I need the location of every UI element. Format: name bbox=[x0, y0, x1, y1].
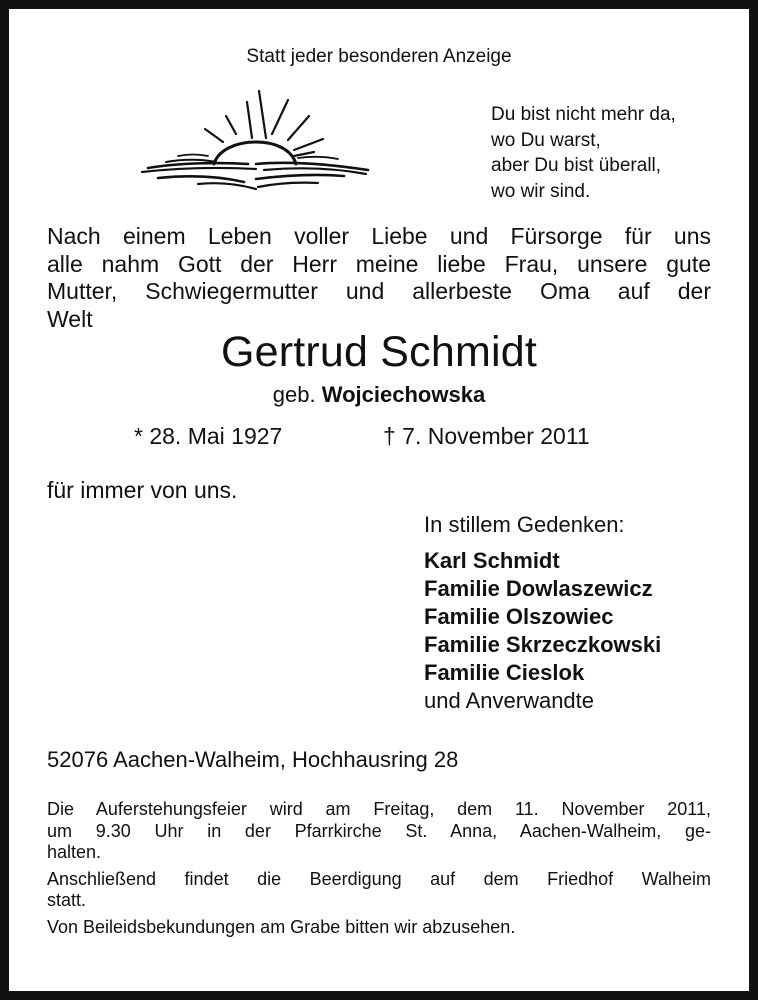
mourners-heading: In stillem Gedenken: bbox=[424, 512, 625, 537]
mourner-name: Familie Skrzeczkowski bbox=[424, 632, 662, 657]
details-line: Die Auferstehungsfeier wird am Freitag, dem 11. November 2011, bbox=[47, 799, 711, 819]
details-line: halten. bbox=[47, 842, 102, 862]
poem bbox=[491, 102, 676, 204]
details-line: Von Beileidsbekundungen am Grabe bitten wir abzusehen. bbox=[47, 916, 516, 937]
poem-line: wo Du warst, bbox=[491, 129, 601, 151]
mourner-name: Familie Olszowiec bbox=[424, 604, 614, 629]
poem-line: wo wir sind. bbox=[491, 180, 591, 202]
details-line: um 9.30 Uhr in der Pfarrkirche St. Anna, Aachen-Walheim, ge- bbox=[47, 820, 711, 841]
maiden-prefix: geb. bbox=[272, 382, 316, 407]
death-date: † 7. November 2011 bbox=[383, 423, 590, 449]
maiden-name: Wojciechowska bbox=[321, 382, 486, 407]
deceased-name: Gertrud Schmidt bbox=[220, 328, 538, 376]
poem-line: Du bist nicht mehr da, bbox=[491, 104, 676, 125]
closing-line: für immer von uns. bbox=[47, 477, 238, 503]
funeral-details bbox=[47, 799, 711, 938]
intro-line: alle nahm Gott der Herr meine liebe Frau, unsere gute bbox=[47, 250, 711, 277]
mourner-name: Familie Dowlaszewicz bbox=[424, 576, 653, 601]
mourner-name: Familie Cieslok bbox=[424, 660, 585, 685]
setting-sun-icon bbox=[138, 88, 370, 194]
poem-line: aber Du bist überall, bbox=[491, 155, 662, 176]
details-line: statt. bbox=[47, 890, 87, 910]
intro-line: Welt bbox=[47, 305, 93, 332]
intro-line: Mutter, Schwiegermutter und allerbeste Oma auf der bbox=[47, 278, 711, 304]
birth-date: * 28. Mai 1927 bbox=[134, 423, 283, 449]
intro-line: Nach einem Leben voller Liebe und Fürsorge für uns bbox=[47, 223, 711, 249]
mourners-list bbox=[424, 547, 661, 687]
details-line: Anschließend findet die Beerdigung auf dem Friedhof Walheim bbox=[47, 868, 711, 889]
maiden-name-line bbox=[0, 382, 758, 408]
address: 52076 Aachen-Walheim, Hochhausring 28 bbox=[47, 747, 459, 772]
intro-paragraph bbox=[47, 223, 711, 333]
relatives-line: und Anverwandte bbox=[424, 688, 595, 713]
header-notice: Statt jeder besonderen Anzeige bbox=[246, 46, 512, 67]
mourner-name: Karl Schmidt bbox=[424, 548, 560, 573]
